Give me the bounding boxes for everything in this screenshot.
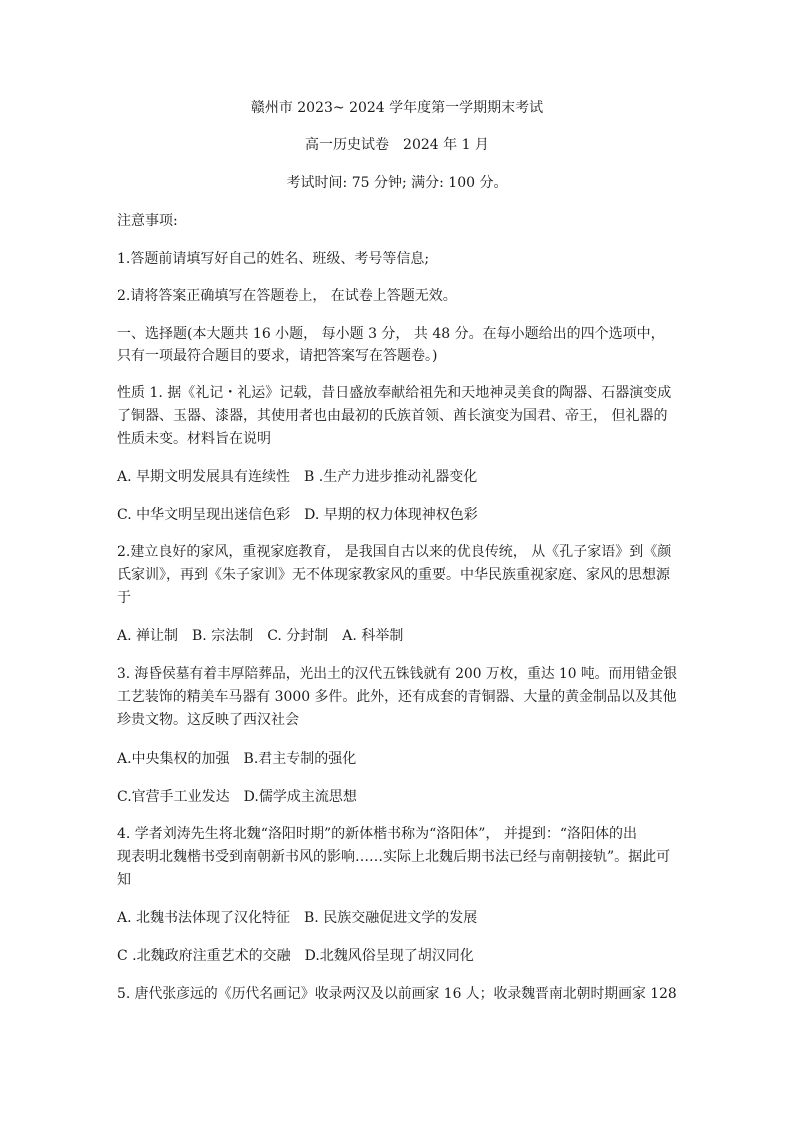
question-3-options-cd: C.官营手工业发达 D.儒学成主流思想: [117, 789, 357, 805]
question-1-options-ab: A. 早期文明发展具有连续性 B .生产力进步推动礼器变化: [117, 469, 478, 485]
question-2-options: A. 禅让制 B. 宗法制 C. 分封制 A. 科举制: [117, 628, 404, 644]
notice-heading: 注意事项:: [117, 213, 178, 229]
question-3-line-3: 珍贵文物。这反映了西汉社会: [117, 712, 299, 728]
question-2-line-2: 氏家训》，再到《朱子家训》无不体现家教家风的重要。中华民族重视家庭、家风的思想源: [117, 567, 670, 583]
question-4-line-3: 知: [117, 872, 131, 888]
exam-title: 赣州市 2023~ 2024 学年度第一学期期末考试: [250, 100, 544, 116]
exam-info: 考试时间: 75 分钟; 满分: 100 分。: [286, 175, 508, 191]
question-1-line-2: 了铜器、玉器、漆器，其使用者也由最初的氏族首领、酋长演变为国君、帝王， 但礼器的: [117, 408, 668, 424]
exam-subtitle: 高一历史试卷 2024 年 1 月: [305, 137, 489, 153]
question-4-line-2: 现表明北魏楷书受到南朝新书风的影响……实际上北魏后期书法已经与南朝接轨”。据此可: [117, 849, 671, 865]
question-3-line-2: 工艺装饰的精美车马器有 3000 多件。此外，还有成套的青铜器、大量的黄金制品以及其他: [117, 689, 677, 705]
question-2-line-3: 于: [117, 590, 131, 606]
question-3-line-1: 3. 海昏侯墓有着丰厚陪葬品，光出土的汉代五铢钱就有 200 万枚，重达 10 吨。而用错金银: [117, 666, 678, 682]
question-4-options-ab: A. 北魏书法体现了汉化特征 B. 民族交融促进文学的发展: [117, 910, 478, 926]
question-4-line-1: 4. 学者刘涛先生将北魏“洛阳时期”的新体楷书称为“洛阳体”， 并提到：“洛阳体的出: [117, 826, 638, 842]
question-5-line-1: 5. 唐代张彦远的《历代名画记》收录两汉及以前画家 16 人；收录魏晋南北朝时期画家 128: [117, 986, 677, 1002]
question-1-line-1: 性质 1. 据《礼记・礼运》记载，昔日盛放奉献给祖先和天地神灵美食的陶器、石器演变成: [117, 385, 672, 401]
notice-item-2: 2.请将答案正确填写在答题卷上， 在试卷上答题无效。: [117, 288, 457, 304]
notice-item-1: 1.答题前请填写好自己的姓名、班级、考号等信息;: [117, 251, 430, 267]
section-1-instructions-line-1: 一、选择题(本大题共 16 小题， 每小题 3 分， 共 48 分。在每小题给出的四个选项中，: [117, 326, 665, 342]
question-4-options-cd: C .北魏政府注重艺术的交融 D.北魏风俗呈现了胡汉同化: [117, 948, 474, 964]
question-1-options-cd: C. 中华文明呈现出迷信色彩 D. 早期的权力体现神权色彩: [117, 507, 478, 523]
question-3-options-ab: A.中央集权的加强 B.君主专制的强化: [117, 751, 357, 767]
section-1-instructions-line-2: 只有一项最符合题目的要求，请把答案写在答题卷。): [117, 348, 438, 364]
question-1-line-3: 性质未变。材料旨在说明: [117, 431, 271, 447]
question-2-line-1: 2.建立良好的家风，重视家庭教育， 是我国自古以来的优良传统， 从《孔子家语》到《颜: [117, 544, 672, 560]
